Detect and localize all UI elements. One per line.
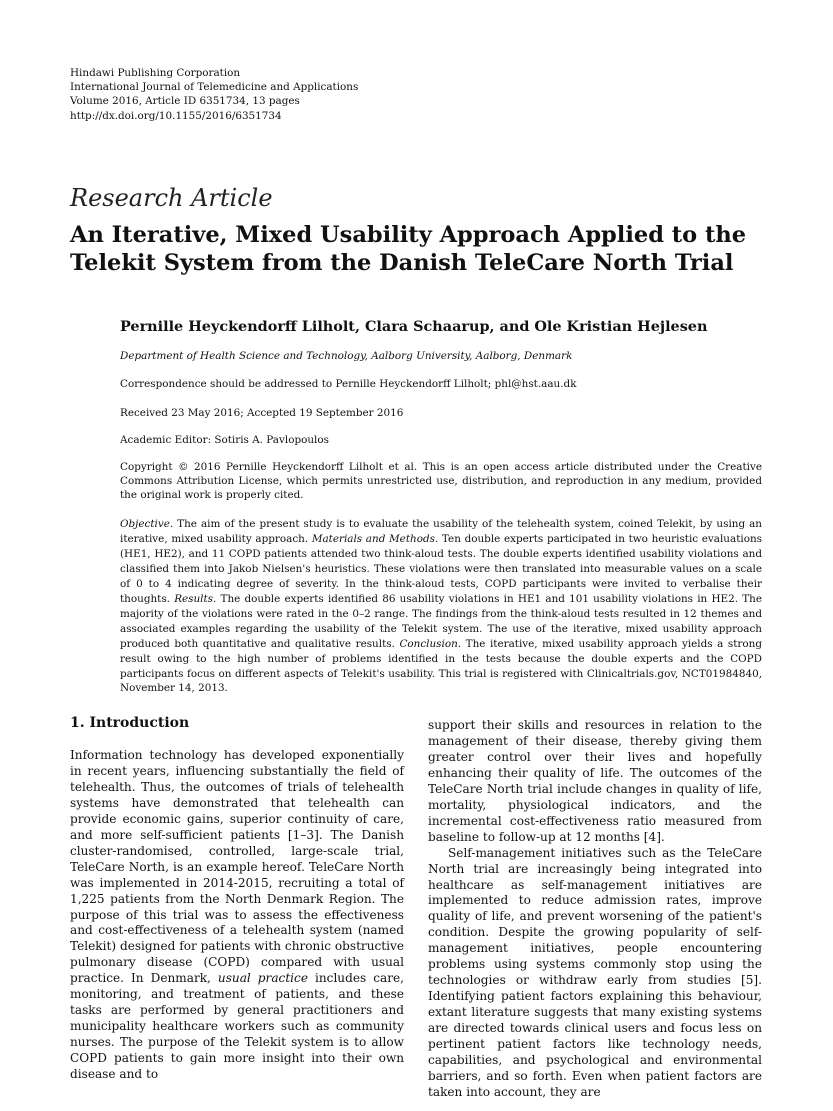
copyright-notice: Copyright © 2016 Pernille Heyckendorff Lilholt et al. This is an open access article distributed under the Creative Commons Attribution License, which permits unrestricted use, distribution, and reproduction in any medium, provided the original work is properly cited. [120, 461, 762, 501]
abstract-objective-label: Objective. [120, 518, 174, 530]
affiliation: Department of Health Science and Technology, Aalborg University, Aalborg, Denmark [120, 350, 573, 362]
abstract-objective-text: The aim of the present study is to evaluate the usability of the telehealth system, coined Telekit, by using an iterative, mixed usability approach. [120, 518, 762, 545]
intro-paragraph-1 [70, 748, 404, 1083]
intro-paragraph-1-continued: support their skills and resources in relation to the management of their disease, thereby giving them greater control over their lives and hopefully enhancing their quality of life. The outcomes of the TeleCare North trial include changes in quality of life, mortality, physiological indicators, and the incremental cost-effectiveness ratio measured from baseline to follow-up at 12 months [4]. [428, 718, 762, 844]
abstract-results-text: The double experts identified 86 usability violations in HE1 and 101 usability violations in HE2. The majority of the violations were rated in the 0–2 range. The findings from the think-aloud tests resulted in 12 themes and associated examples regarding the usability of the Telekit system. The use of the iterative, mixed usability approach produced both quantitative and qualitative results. [120, 592, 762, 650]
abstract-conclusion-text: The iterative, mixed usability approach yields a strong result owing to the high number of problems identified in the tests because the double experts and the COPD participants focus on different aspects of Telekit's usability. This trial is registered with Clinicaltrials.gov, NCT01984840, November 14, 2013. [120, 637, 762, 695]
journal-line: International Journal of Telemedicine and Applications [70, 81, 359, 94]
abstract-methods-label: Materials and Methods. [311, 532, 439, 545]
academic-editor: Academic Editor: Sotiris A. Pavlopoulos [120, 434, 329, 446]
intro-paragraph-2: Self-management initiatives such as the TeleCare North trial are increasingly being integrated into healthcare as self-management initiatives are implemented to reduce admission rates, improve quality of life, and prevent worsening of the patient's condition. Despite the growing popularity of self-management initiatives, people encountering problems using systems commonly stop using the technologies or withdraw early from studies [5]. Identifying patient factors explaining this behaviour, extant literature suggests that many existing systems are directed towards clinical users and focus less on pertinent patient factors like technology needs, capabilities, and psychological and environmental barriers, and so forth. Even when patient factors are taken into account, they are [428, 845, 762, 1099]
intro-emphasis: usual practice [217, 971, 308, 986]
article-title: An Iterative, Mixed Usability Approach Applied to the Telekit System from the Danish TeleCare North Trial [70, 222, 747, 276]
abstract-results-label: Results. [174, 592, 217, 605]
doi-link[interactable]: http://dx.doi.org/10.1155/2016/6351734 [70, 109, 282, 122]
journal-header [70, 66, 358, 123]
body-column-right [428, 718, 762, 1101]
author-list: Pernille Heyckendorff Lilholt, Clara Schaarup, and Ole Kristian Hejlesen [120, 318, 708, 335]
intro-text-a: Information technology has developed exponentially in recent years, influencing substantially the field of telehealth. Thus, the outcomes of trials of telehealth systems have demonstrated that telehealth can provide economic gains, superior continuity of care, and more self-sufficient patients [1–3]. The Danish cluster-randomised, controlled, large-scale trial, TeleCare North, is an example hereof. TeleCare North was implemented in 2014-2015, recruiting a total of 1,225 patients from the North Denmark Region. The purpose of this trial was to assess the effectiveness and cost-effectiveness of a telehealth system (named Telekit) designed for patients with chronic obstructive pulmonary disease (COPD) compared with usual practice. In Denmark, [70, 748, 404, 986]
intro-text-b: includes care, monitoring, and treatment of patients, and these tasks are performed by general practitioners and municipality healthcare workers such as community nurses. The purpose of the Telekit system is to allow COPD patients to gain more insight into their own disease and to [70, 971, 404, 1082]
received-dates: Received 23 May 2016; Accepted 19 September 2016 [120, 407, 404, 419]
volume-line: Volume 2016, Article ID 6351734, 13 pages [70, 95, 300, 108]
publisher-line: Hindawi Publishing Corporation [70, 67, 241, 79]
abstract-methods-text: Ten double experts participated in two heuristic evaluations (HE1, HE2), and 11 COPD patients attended two think-aloud tests. The double experts identified usability violations and classified them into Jakob Nielsen's heuristics. These violations were then translated into measurable values on a scale of 0 to 4 indicating degree of severity. In the think-aloud tests, COPD participants were invited to verbalise their thoughts. [120, 532, 762, 605]
abstract-conclusion-label: Conclusion. [399, 637, 462, 650]
correspondence: Correspondence should be addressed to Pernille Heyckendorff Lilholt; phl@hst.aau.dk [120, 378, 577, 390]
section-heading-introduction: 1. Introduction [70, 715, 190, 731]
body-column-left [70, 748, 404, 1083]
abstract [120, 517, 762, 696]
article-type: Research Article [70, 184, 273, 212]
